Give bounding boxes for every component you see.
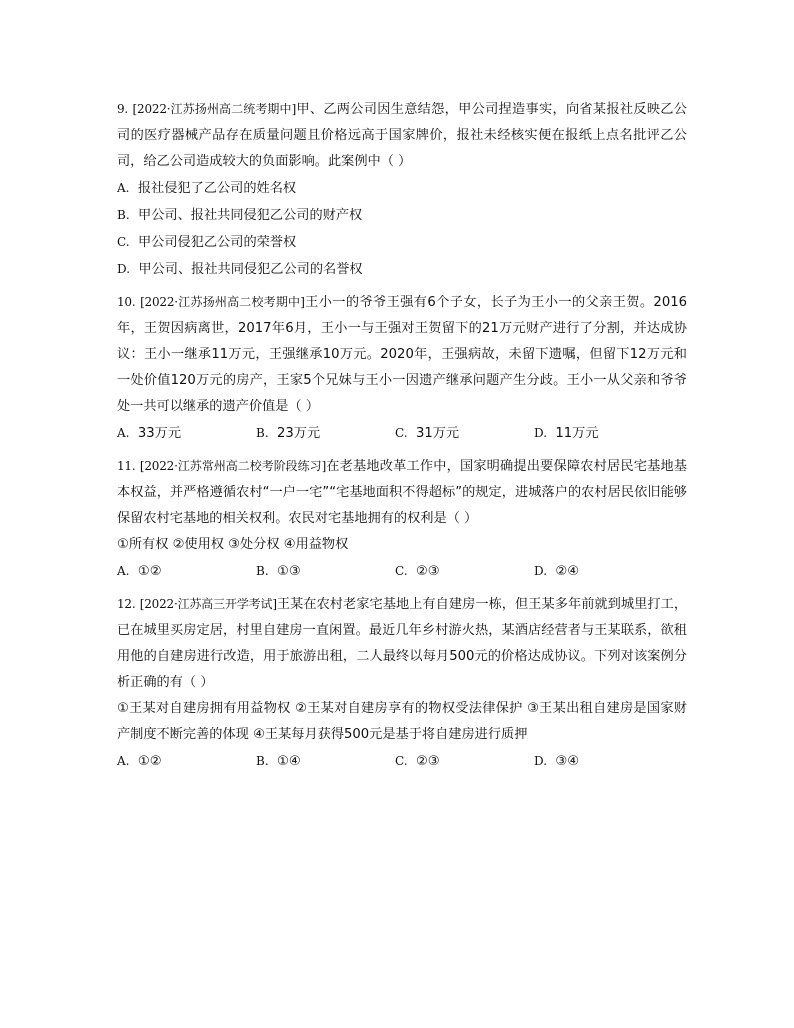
option-text: 11万元 xyxy=(555,426,599,441)
question-stem xyxy=(117,591,687,696)
question-source: [2022·江苏高三开学考试] xyxy=(139,597,277,611)
option-text: 甲公司、报社共同侵犯乙公司的名誉权 xyxy=(138,262,363,277)
option-label: A. xyxy=(117,564,130,578)
question-number: 11. xyxy=(117,459,136,473)
option-b xyxy=(256,748,395,775)
option-d xyxy=(117,256,687,283)
option-a xyxy=(117,748,256,775)
option-text: ①② xyxy=(137,564,162,579)
question-text: 王某在农村老家宅基地上有自建房一栋，但王某多年前就到城里打工，已在城里买房定居，村里自建房一直闲置。最近几年乡村游火热，某酒店经营者与王某联系，欲租用他的自建房进行改造，用于旅游出租，二人最终以每月500元的价格达成协议。下列对该案例分析正确的有（ ） xyxy=(117,597,688,690)
option-text: 甲公司侵犯乙公司的荣誉权 xyxy=(137,235,297,250)
option-c xyxy=(117,229,687,256)
option-text: ③④ xyxy=(555,754,580,769)
option-a xyxy=(117,420,256,447)
option-label: D. xyxy=(534,754,548,768)
option-label: C. xyxy=(395,754,408,768)
question-stem xyxy=(117,96,687,175)
question-10 xyxy=(117,289,687,447)
option-label: C. xyxy=(395,426,408,440)
option-label: B. xyxy=(256,754,269,768)
question-statements: ①王某对自建房拥有用益物权 ②王某对自建房享有的物权受法律保护 ③王某出租自建房是国家财产制度不断完善的体现 ④王某每月获得500元是基于将自建房进行质押 xyxy=(117,701,687,742)
question-number: 9. xyxy=(117,102,129,116)
option-text: 31万元 xyxy=(415,426,460,441)
option-c xyxy=(395,748,534,775)
question-9 xyxy=(117,96,687,283)
option-label: C. xyxy=(117,235,130,249)
option-a xyxy=(117,558,256,585)
question-source: [2022·江苏扬州高二统考期中] xyxy=(132,102,297,116)
question-number: 12. xyxy=(117,597,136,611)
question-text: 在老基地改革工作中，国家明确提出要保障农村居民宅基地基本权益，并严格遵循农村“一户一宅”“宅基地面积不得超标”的规定，进城落户的农村居民依旧能够保留农村宅基地的相关权利。农民对宅基地拥有的权利是（ ） xyxy=(117,459,687,526)
question-stem xyxy=(117,453,687,532)
option-text: ②④ xyxy=(555,564,580,579)
options-row xyxy=(117,748,687,775)
question-12 xyxy=(117,591,687,775)
question-text: 王小一的爷爷王强有6个子女，长子为王小一的父亲王贺。2016年，王贺因病离世，2017年6月，王小一与王强对王贺留下的21万元财产进行了分割，并达成协议：王小一继承11万元，王强继承10万元。2020年，王强病故，未留下遗嘱，但留下12万元和一处价值120万元的房产，王家5个兄妹与王小一因遗产继承问题产生分歧。王小一从父亲和爷爷处一共可以继承的遗产价值是（ ） xyxy=(117,295,687,414)
option-text: 甲公司、报社共同侵犯乙公司的财产权 xyxy=(138,208,363,223)
option-label: A. xyxy=(117,754,130,768)
option-b xyxy=(256,558,395,585)
option-text: 报社侵犯了乙公司的姓名权 xyxy=(137,181,297,196)
option-label: A. xyxy=(117,181,130,195)
question-source: [2022·江苏常州高二校考阶段练习] xyxy=(139,459,327,473)
option-label: B. xyxy=(256,426,269,440)
option-label: B. xyxy=(256,564,269,578)
option-text: ②③ xyxy=(415,564,440,579)
option-a xyxy=(117,175,687,202)
question-stem xyxy=(117,289,687,420)
option-label: A. xyxy=(117,426,130,440)
question-statements: ①所有权 ②使用权 ③处分权 ④用益物权 xyxy=(117,537,349,552)
option-text: 23万元 xyxy=(277,426,321,441)
option-text: ①② xyxy=(137,754,162,769)
option-text: 33万元 xyxy=(137,426,182,441)
option-d xyxy=(534,558,673,585)
option-label: B. xyxy=(117,208,130,222)
option-b xyxy=(256,420,395,447)
option-c xyxy=(395,420,534,447)
question-source: [2022·江苏扬州高二校考期中] xyxy=(140,295,305,309)
document-page xyxy=(117,96,687,775)
option-text: ①③ xyxy=(277,564,301,579)
question-number: 10. xyxy=(117,295,136,309)
option-text: ②③ xyxy=(415,754,440,769)
question-11 xyxy=(117,453,687,585)
option-label: D. xyxy=(534,564,548,578)
option-c xyxy=(395,558,534,585)
option-label: D. xyxy=(117,262,131,276)
options-row xyxy=(117,420,687,447)
option-b xyxy=(117,202,687,229)
option-label: D. xyxy=(534,426,548,440)
option-text: ①④ xyxy=(277,754,301,769)
question-text: 甲、乙两公司因生意结怨，甲公司捏造事实，向省某报社反映乙公司的医疗器械产品存在质量问题且价格远高于国家牌价，报社未经核实便在报纸上点名批评乙公司，给乙公司造成较大的负面影响。此案例中（ ） xyxy=(117,102,687,169)
option-label: C. xyxy=(395,564,408,578)
options-row xyxy=(117,558,687,585)
option-d xyxy=(534,420,673,447)
option-d xyxy=(534,748,673,775)
